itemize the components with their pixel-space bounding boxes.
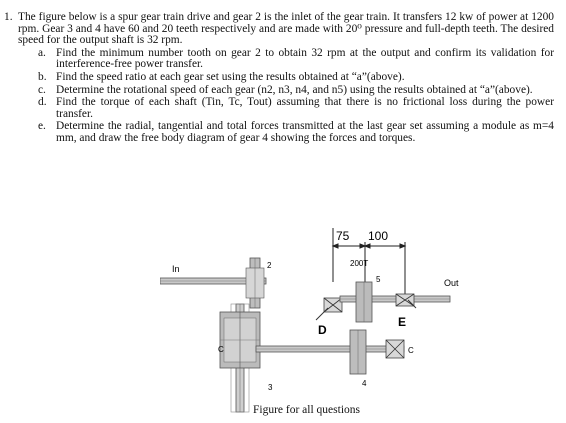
part-text: Find the speed ratio at each gear set using the results obtained at “a”(above). (56, 70, 405, 83)
gear-5-label: 5 (376, 275, 381, 284)
gear-train-figure (160, 222, 460, 418)
question-number: 1. (4, 11, 13, 23)
part-label: b. (38, 70, 47, 83)
part-a (38, 48, 554, 71)
gear-3 (220, 312, 260, 368)
figure-caption: Figure for all questions (253, 404, 360, 416)
shaft-c-right-end (386, 340, 404, 358)
question-block (4, 12, 554, 145)
bearing-e (396, 294, 416, 308)
part-label: c. (38, 83, 46, 96)
gear-train-diagram (160, 222, 460, 418)
part-e (38, 121, 554, 144)
part-text: Find the torque of each shaft (Tin, Tc, Tout) assuming that there is no frictional loss during the power transfer. (56, 96, 554, 120)
gear-4 (350, 330, 366, 374)
gear-4-label: 4 (362, 379, 367, 388)
dimension-typ: 200T (350, 259, 369, 268)
dimension-75: 75 (336, 229, 350, 243)
bearing-e-label: E (398, 315, 407, 329)
part-text: Determine the radial, tangential and total forces transmitted at the last gear set assuming a module as m=4 mm, and draw the free body diagram of gear 4 showing the forces and torques. (56, 120, 554, 144)
question-intro (4, 12, 554, 47)
part-b (38, 72, 554, 84)
gear-2 (246, 258, 264, 308)
part-c (38, 85, 554, 97)
bearing-d (316, 298, 342, 320)
shaft-c (256, 346, 404, 352)
gear-5 (356, 282, 372, 322)
dimension-100: 100 (368, 229, 389, 243)
part-label: a. (38, 46, 46, 59)
label-in: In (172, 264, 180, 274)
part-d (38, 97, 554, 120)
question-intro-text: The figure below is a spur gear train drive and gear 2 is the inlet of the gear train. It transfers 12 kw of power at 1200 rpm. Gear 3 and 4 have 60 and 20 teeth respectively and are made with 20⁰ pressure and full-depth teeth. The desired speed for the output shaft is 32 rpm. (18, 11, 554, 47)
shaft-c-left: C (218, 345, 224, 354)
part-label: d. (38, 96, 47, 109)
part-text: Determine the rotational speed of each gear (n2, n3, n4, and n5) using the results obtained at “a”(above). (56, 83, 533, 96)
shaft-c-right: C (408, 346, 414, 355)
label-out: Out (444, 278, 459, 288)
part-label: e. (38, 120, 46, 133)
part-text: Find the minimum number tooth on gear 2 to obtain 32 rpm at the output and confirm its validation for interference-free power transfer. (56, 46, 554, 71)
bearing-d-label: D (318, 323, 327, 337)
gear-3-label: 3 (268, 383, 273, 392)
gear-2-label: 2 (267, 261, 272, 270)
